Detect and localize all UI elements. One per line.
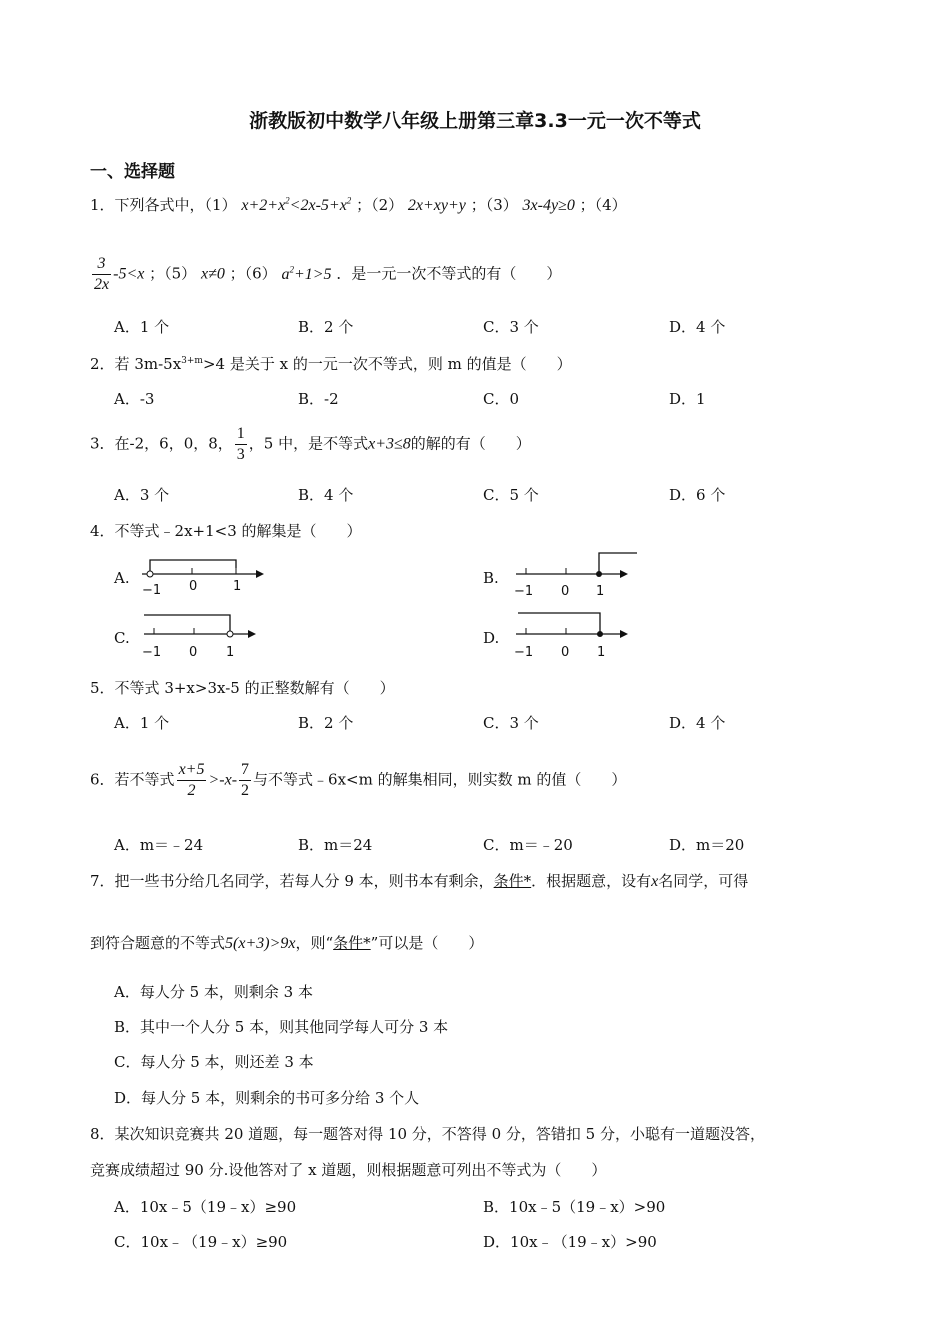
q8-option-a[interactable]: A．10x﹣5（19﹣x）≥90 xyxy=(114,1198,297,1216)
q8-option-d[interactable]: D．10x﹣（19﹣x）>90 xyxy=(483,1233,657,1251)
q1-sep-2: ；（2） xyxy=(356,196,404,214)
q1-option-d[interactable]: D．4 个 xyxy=(669,318,726,336)
tick-label-0: 0 xyxy=(189,645,198,660)
tick-label-1: 1 xyxy=(226,645,235,660)
q3-inequality: x+3≤8 xyxy=(368,435,411,453)
q1-expr-2: 2x+xy+y xyxy=(407,197,466,214)
q1-lead: 下列各式中，（1） xyxy=(114,196,237,214)
q3-option-a[interactable]: A．3 个 xyxy=(114,486,170,504)
question-1-line-1 xyxy=(90,194,627,215)
q1-expr-5: x≠0 xyxy=(200,265,225,283)
q5-option-c[interactable]: C．3 个 xyxy=(483,714,539,732)
question-7-line-2: 到符合题意的不等式5(x+3)>9x，则“条件*”可以是（ ） xyxy=(90,934,484,952)
q8-option-c[interactable]: C．10x﹣（19﹣x）≥90 xyxy=(114,1233,288,1251)
q1-expr-6: $a^2+1>5$ xyxy=(281,264,332,283)
q1-option-a[interactable]: A．1 个 xyxy=(114,318,170,336)
q1-tail: ．是一元一次不等式的有（ ） xyxy=(336,264,562,283)
question-number: 2． xyxy=(90,355,115,373)
question-1-line-2 xyxy=(90,254,561,295)
q7-variable: x xyxy=(651,873,659,890)
q7-condition: 条件* xyxy=(493,872,532,890)
tick-label-1: 1 xyxy=(233,579,242,594)
q1-expr-3: 3x-4y≥0 xyxy=(522,197,575,214)
q7-option-c[interactable]: C．每人分 5 本，则还差 3 本 xyxy=(114,1053,314,1071)
q4-option-c-label[interactable]: C. xyxy=(114,629,130,647)
q7-inequality: 5(x+3)>9x xyxy=(225,935,296,952)
section-heading: 一、选择题 xyxy=(90,162,175,182)
tick-label-neg1: −1 xyxy=(514,645,534,660)
q3-option-c[interactable]: C．5 个 xyxy=(483,486,539,504)
question-8-line-2: 竞赛成绩超过 90 分.设他答对了 x 道题，则根据题意可列出不等式为（ ） xyxy=(90,1161,607,1179)
q1-sep-6: ；（6） xyxy=(229,264,277,283)
question-number: 1． xyxy=(90,196,115,214)
tick-label-neg1: −1 xyxy=(514,584,534,599)
q4-option-a-label[interactable]: A. xyxy=(114,569,130,587)
q4-option-c-number-line[interactable] xyxy=(138,610,268,662)
q6-option-b[interactable]: B．m＝24 xyxy=(298,836,373,854)
q7-option-a[interactable]: A．每人分 5 本，则剩余 3 本 xyxy=(114,983,313,1001)
q4-option-a-number-line[interactable] xyxy=(138,552,268,600)
q1-fraction: $\frac{3}{2x}$ xyxy=(94,255,110,293)
tick-label-neg1: −1 xyxy=(142,645,162,660)
question-number: 6． xyxy=(90,770,115,789)
q2-option-c[interactable]: C．0 xyxy=(483,390,520,408)
q6-option-a[interactable]: A．m＝﹣24 xyxy=(114,836,204,854)
question-number: 7． xyxy=(90,872,115,890)
question-number: 3． xyxy=(90,434,115,453)
tick-label-0: 0 xyxy=(189,579,198,594)
q3-option-b[interactable]: B．4 个 xyxy=(298,486,354,504)
question-number: 4． xyxy=(90,522,115,540)
q7-option-b[interactable]: B．其中一个人分 5 本，则其他同学每人可分 3 本 xyxy=(114,1018,449,1036)
question-number: 8． xyxy=(90,1125,115,1143)
question-4: 4．不等式﹣2x+1<3 的解集是（ ） xyxy=(90,522,362,540)
q8-option-b[interactable]: B．10x﹣5（19﹣x）>90 xyxy=(483,1198,666,1216)
q6-option-d[interactable]: D．m＝20 xyxy=(669,836,745,854)
q4-option-b-number-line[interactable] xyxy=(510,550,640,600)
q3-option-d[interactable]: D．6 个 xyxy=(669,486,726,504)
q1-expr-1: $x+2+x^2<2x-5+x^2$ xyxy=(241,195,352,214)
tick-label-0: 0 xyxy=(561,645,570,660)
q1-expr-4: -5<x xyxy=(113,265,145,283)
question-2: 2．若 $3m-5x^{3+m}>4$ 是关于 x 的一元一次不等式，则 m 的值是（ ） xyxy=(90,355,572,373)
q2-option-a[interactable]: A．-3 xyxy=(114,390,155,408)
q7-option-d[interactable]: D．每人分 5 本，则剩余的书可多分给 3 个人 xyxy=(114,1089,420,1107)
q4-option-d-label[interactable]: D. xyxy=(483,629,500,647)
q6-fraction-2: $\frac{7}{2}$ xyxy=(241,761,250,799)
q2-option-d[interactable]: D．1 xyxy=(669,390,706,408)
tick-label-1: 1 xyxy=(597,645,606,660)
q5-option-b[interactable]: B．2 个 xyxy=(298,714,354,732)
q1-sep-5: ；（5） xyxy=(149,264,197,283)
q6-fraction-1: $\frac{x+5}{2}$ xyxy=(178,761,205,799)
q4-option-b-label[interactable]: B. xyxy=(483,569,499,587)
page-title: 浙教版初中数学八年级上册第三章3.3一元一次不等式 xyxy=(249,110,701,132)
q1-option-c[interactable]: C．3 个 xyxy=(483,318,539,336)
q5-option-a[interactable]: A．1 个 xyxy=(114,714,170,732)
q7-condition-2: 条件* xyxy=(333,934,371,952)
q2-option-b[interactable]: B．-2 xyxy=(298,390,339,408)
tick-label-1: 1 xyxy=(596,584,605,599)
q1-option-b[interactable]: B．2 个 xyxy=(298,318,354,336)
question-3: 3．在-2，6，0，8， $\frac{1}{3}$ ，5 中，是不等式x+3≤8的解的有（ ） xyxy=(90,425,531,463)
tick-label-0: 0 xyxy=(561,584,570,599)
q4-option-d-number-line[interactable] xyxy=(510,610,640,662)
q5-option-d[interactable]: D．4 个 xyxy=(669,714,726,732)
q1-sep-3: ；（3） xyxy=(470,196,518,214)
q3-fraction: $\frac{1}{3}$ xyxy=(236,425,245,463)
question-6: 6．若不等式 $\frac{x+5}{2}$ >-x- $\frac{7}{2}$ 与不等式﹣6x<m 的解集相同，则实数 m 的值（ ） xyxy=(90,761,627,799)
q1-sep-4: ；（4） xyxy=(579,196,627,214)
question-8-line-1: 8．某次知识竞赛共 20 道题，每一题答对得 10 分，不答得 0 分，答错扣 5 分，小聪有一道题没答， xyxy=(90,1125,765,1143)
q6-middle: >-x- xyxy=(208,771,238,789)
question-5: 5．不等式 3+x>3x-5 的正整数解有（ ） xyxy=(90,679,395,697)
tick-label-neg1: −1 xyxy=(142,583,162,598)
question-7-line-1: 7．把一些书分给几名同学，若每人分 9 本，则书本有剩余，条件*．根据题意，设有x名同学，可得 xyxy=(90,872,749,890)
question-number: 5． xyxy=(90,679,115,697)
q6-option-c[interactable]: C．m＝﹣20 xyxy=(483,836,573,854)
